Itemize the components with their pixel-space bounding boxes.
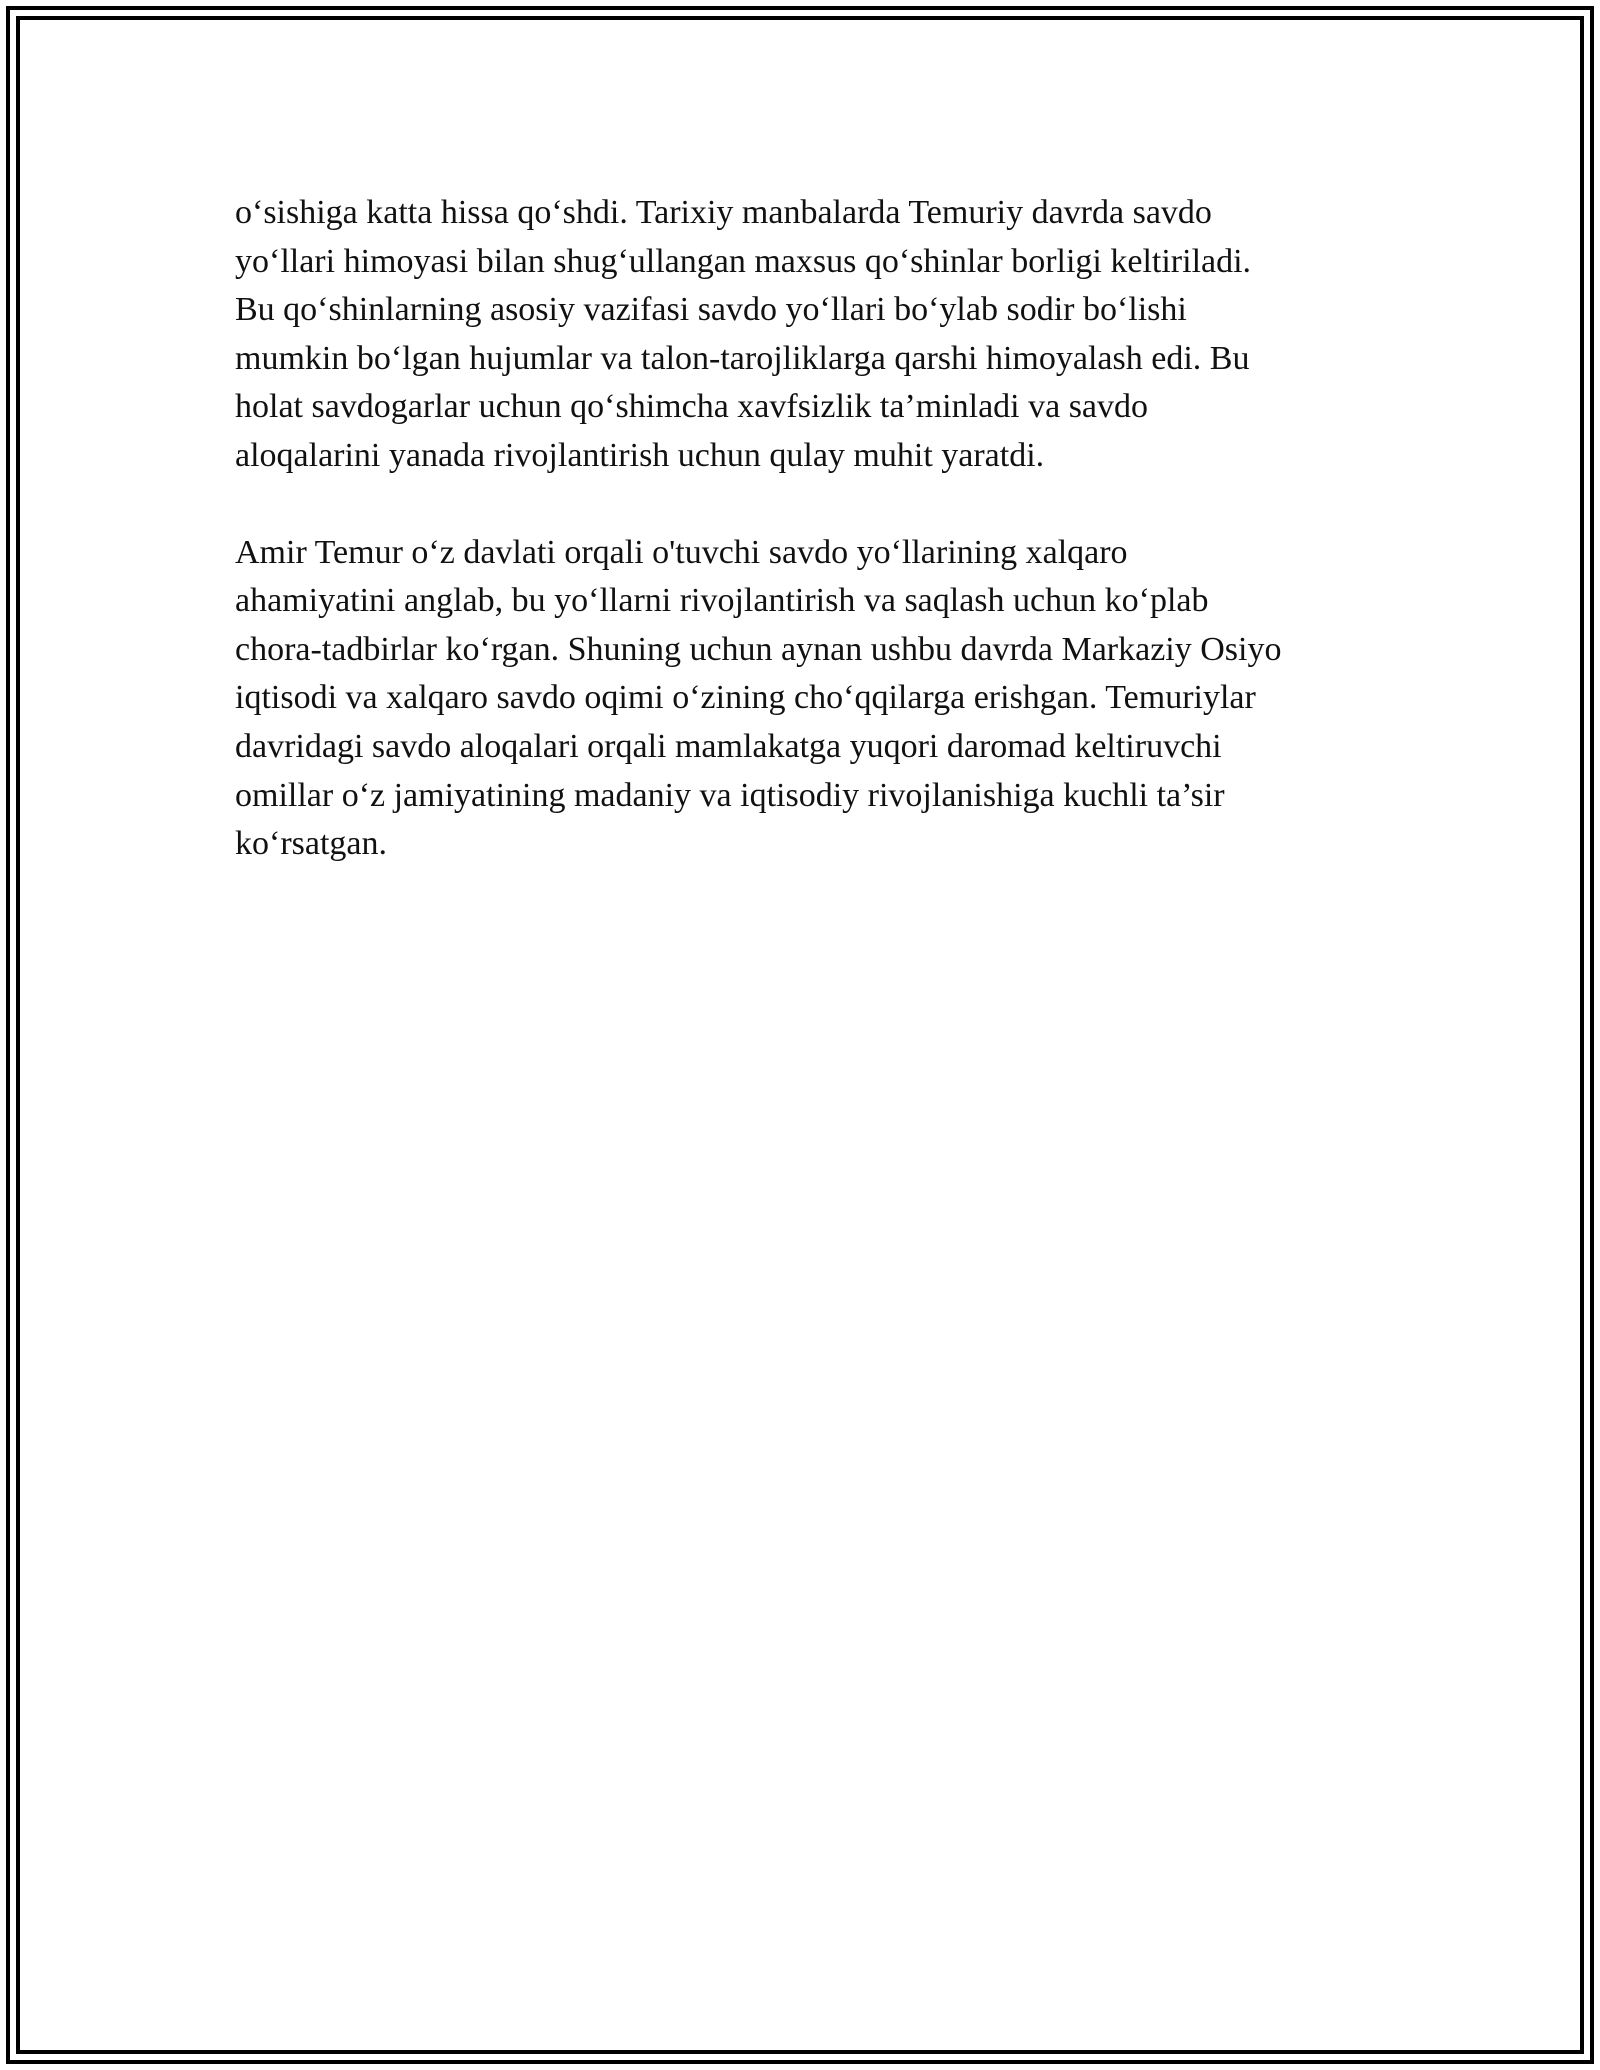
text-line: Amir Temur o‘z davlati orqali o'tuvchi savdo yo‘llarining xalqaro xyxy=(235,533,1128,571)
text-line: mumkin bo‘lgan hujumlar va talon-tarojliklarga qarshi himoyalash edi. Bu xyxy=(235,339,1250,377)
text-line: iqtisodi va xalqaro savdo oqimi o‘zining cho‘qqilarga erishgan. Temuriylar xyxy=(235,679,1256,717)
text-line: aloqalarini yanada rivojlantirish uchun qulay muhit yaratdi. xyxy=(235,436,1045,474)
text-line: ahamiyatini anglab, bu yo‘llarni rivojlantirish va saqlash uchun ko‘plab xyxy=(235,582,1209,620)
paragraph-2 xyxy=(235,529,1375,869)
text-line: o‘sishiga katta hissa qo‘shdi. Tarixiy manbalarda Temuriy davrda savdo xyxy=(235,194,1212,231)
text-line: davridagi savdo aloqalari orqali mamlakatga yuqori daromad keltiruvchi xyxy=(235,727,1222,765)
text-line: ko‘rsatgan. xyxy=(235,825,388,863)
paragraph-1 xyxy=(235,189,1375,481)
text-line: chora-tadbirlar ko‘rgan. Shuning uchun aynan ushbu davrda Markaziy Osiyo xyxy=(235,630,1282,668)
document-body xyxy=(235,189,1375,869)
text-line: yo‘llari himoyasi bilan shug‘ullangan maxsus qo‘shinlar borligi keltiriladi. xyxy=(235,242,1252,280)
text-line: Bu qo‘shinlarning asosiy vazifasi savdo yo‘llari bo‘ylab sodir bo‘lishi xyxy=(235,291,1187,329)
text-line: omillar o‘z jamiyatining madaniy va iqtisodiy rivojlanishiga kuchli ta’sir xyxy=(235,776,1225,814)
text-line: holat savdogarlar uchun qo‘shimcha xavfsizlik ta’minladi va savdo xyxy=(235,388,1149,426)
